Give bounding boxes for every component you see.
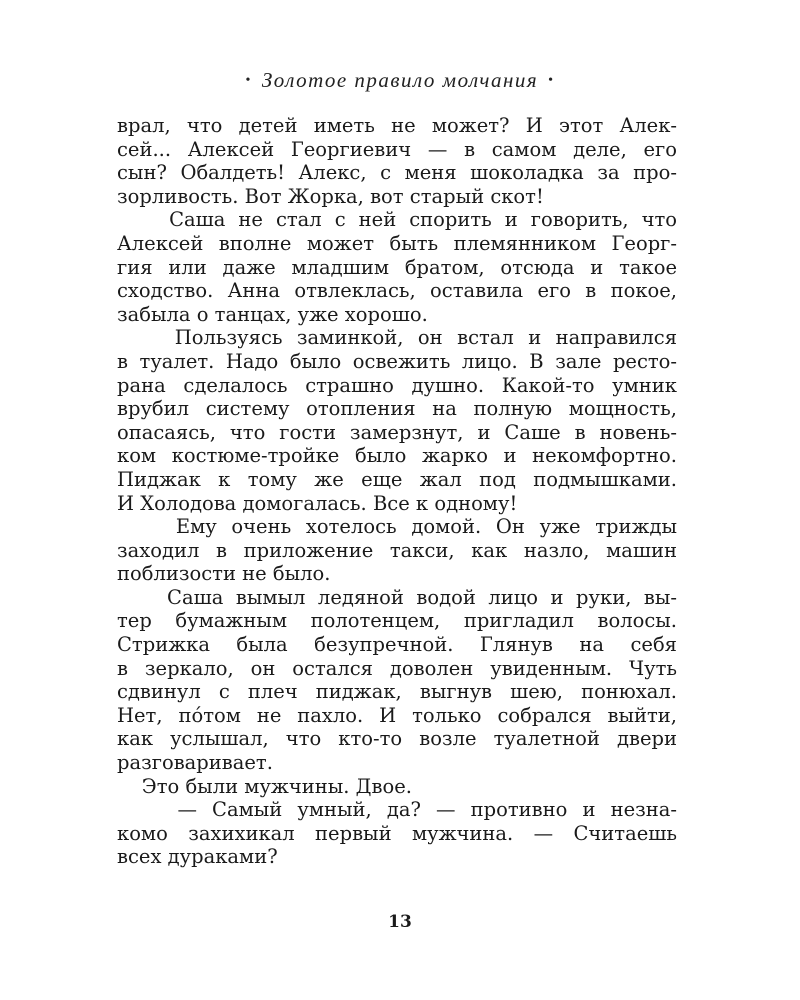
running-head [0,68,800,93]
text-line: зорливость. Вот Жорка, вот старый скот! [117,184,544,208]
page-number: 13 [388,912,412,932]
text-line: в туалет. Надо было освежить лицо. В зале ресто- [117,349,677,373]
text-line: поблизости не было. [117,562,331,586]
text-line: сдвинул с плеч пиджак, выгнув шею, понюхал. [117,680,677,704]
text-line: опасаясь, что гости замерзнут, и Саше в новень- [117,420,677,444]
running-head-title: Золотое правило молчания [261,68,539,92]
text-line: сходство. Анна отвлеклась, оставила его в покое, [117,279,677,303]
text-line: Пользуясь заминкой, он встал и направился [117,326,677,350]
text-line: сын? Обалдеть! Алекс, с меня шоколадка за про- [117,161,677,185]
text-line: Саша не стал с ней спорить и говорить, что [117,208,677,232]
text-line: ком костюме-тройке было жарко и некомфортно. [117,444,677,468]
text-line: Нет, пóтом не пахло. И только собрался выйти, [117,703,677,727]
text-line: комо захихикал первый мужчина. — Считаешь [117,821,677,845]
text-line: врал, что детей иметь не может? И этот Алек- [117,114,677,137]
text-line: — Самый умный, да? — противно и незна- [117,798,677,822]
text-line: И Холодова домогалась. Все к одному! [117,491,518,515]
body-text [117,114,677,869]
text-line: рана сделалось страшно душно. Какой-то умник [117,373,677,397]
text-line: Ему очень хотелось домой. Он уже трижды [117,515,677,539]
text-line: тер бумажным полотенцем, пригладил волосы. [117,609,677,633]
running-head-bullet-right: • [548,73,555,88]
text-line: Стрижка была безупречной. Глянув на себя [117,633,677,657]
text-line: Алексей вполне может быть племянником Георг- [117,231,677,255]
running-head-bullet-left: • [245,73,252,88]
text-line: как услышал, что кто-то возле туалетной двери [117,727,677,751]
text-line: Саша вымыл ледяной водой лицо и руки, вы- [117,585,677,609]
text-line: забыла о танцах, уже хорошо. [117,302,428,326]
text-line: всех дураками? [117,845,278,869]
text-line: врубил систему отопления на полную мощность, [117,397,677,421]
text-line: заходил в приложение такси, как назло, машин [117,538,677,562]
text-line: сей... Алексей Георгиевич — в самом деле, его [117,137,677,161]
text-line: Это были мужчины. Двое. [117,774,412,798]
text-line: в зеркало, он остался доволен увиденным. Чуть [117,656,677,680]
text-line: гия или даже младшим братом, отсюда и такое [117,255,677,279]
text-line: разговаривает. [117,751,273,775]
text-line: Пиджак к тому же еще жал под подмышками. [117,467,677,491]
